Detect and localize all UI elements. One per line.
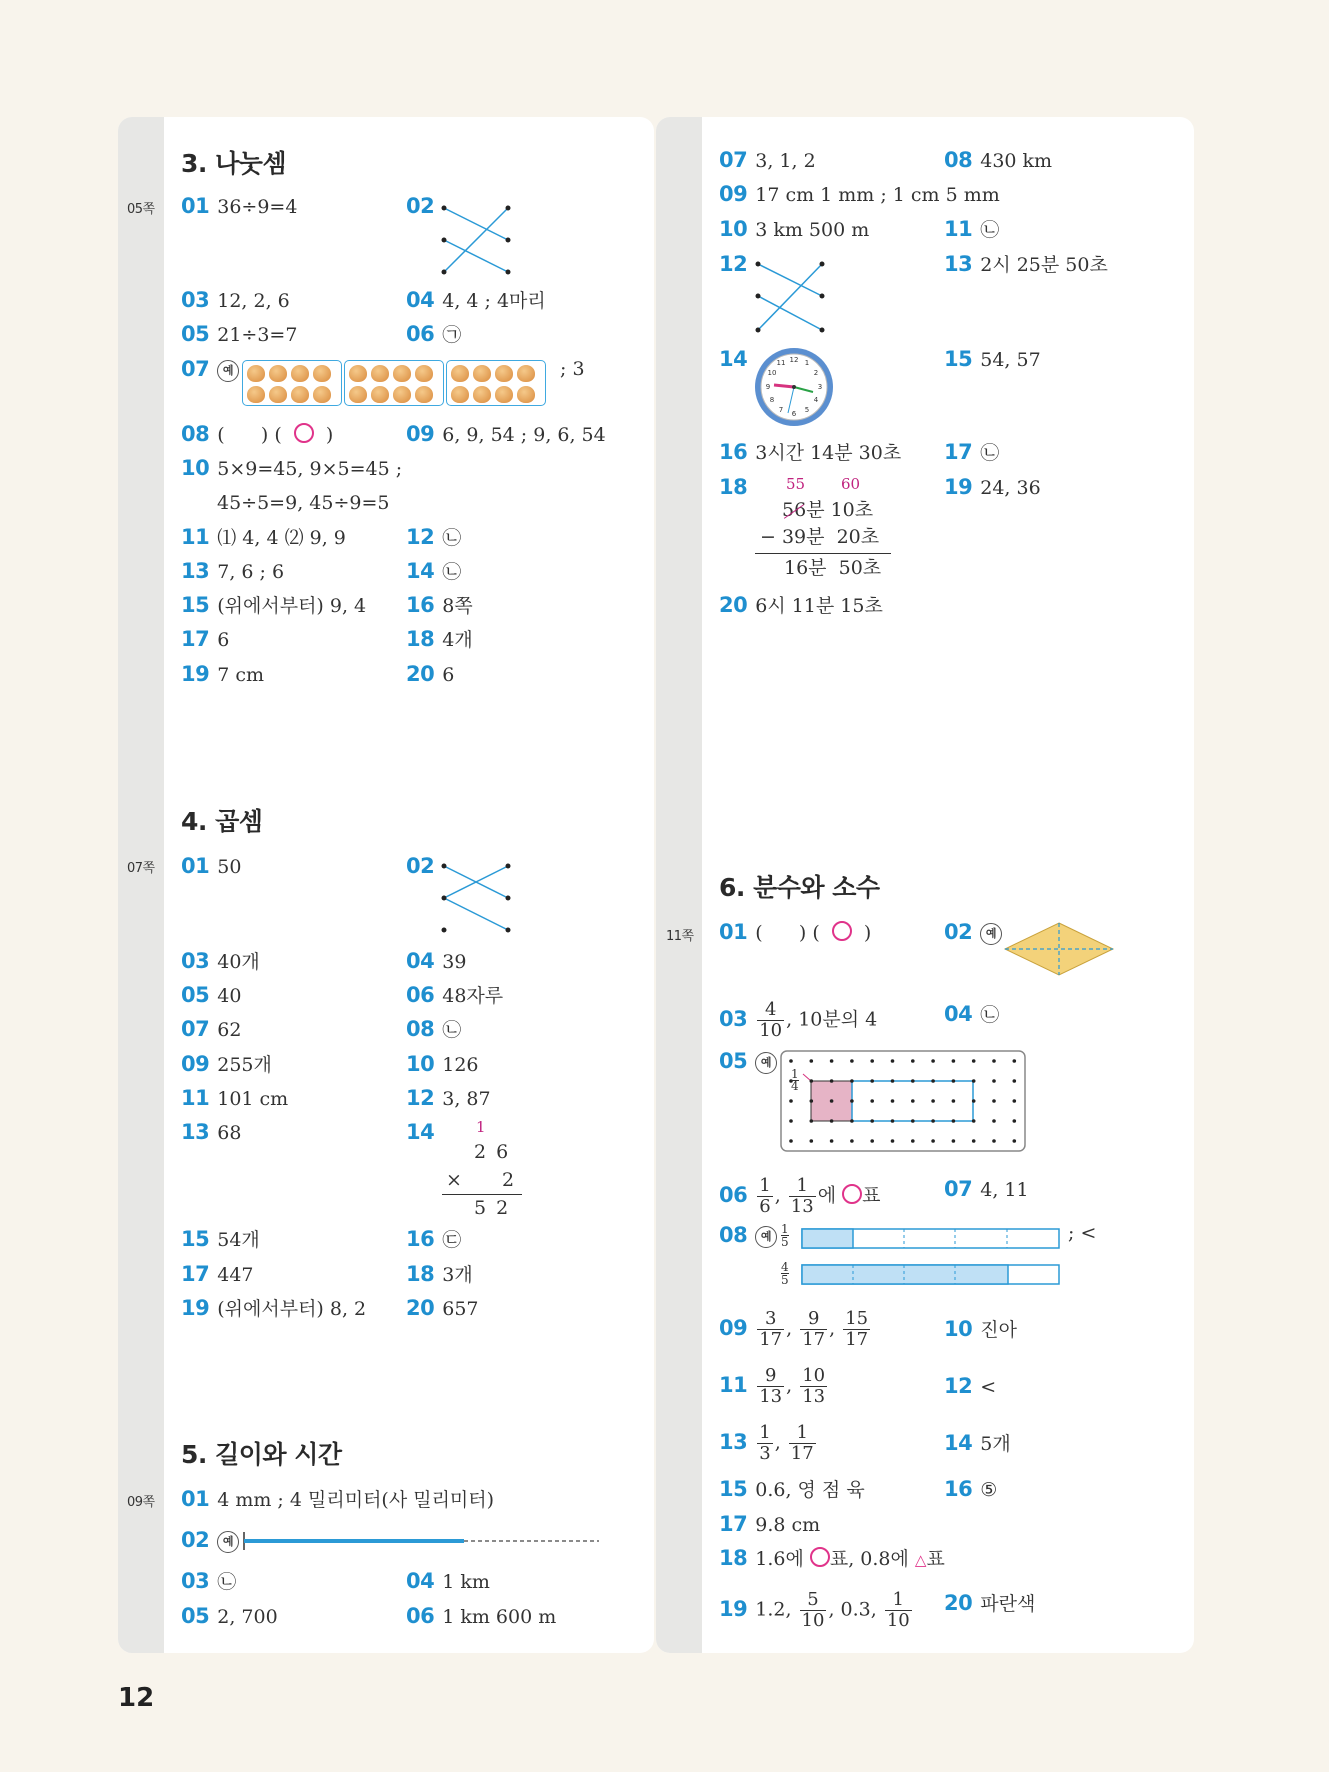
multiplicand: 2 6	[474, 1141, 511, 1163]
answer-5-10: 10 3 km 500 m	[719, 217, 870, 241]
grid-dot	[931, 1079, 935, 1083]
grid-dot	[810, 1119, 814, 1123]
answer-4-10: 10 126	[406, 1052, 479, 1076]
grid-dot	[830, 1119, 834, 1123]
answer-6-02: 02 예	[944, 919, 1006, 946]
answer-5-11: 11 ㉡	[944, 217, 1000, 241]
svg-text:7: 7	[778, 406, 784, 414]
answer-5-05: 05 2, 700	[181, 1604, 278, 1628]
borrow-55: 55	[786, 475, 806, 493]
grid-dot	[810, 1099, 814, 1103]
matching-lines-5-12	[752, 258, 828, 338]
svg-text:4: 4	[813, 396, 819, 404]
answer-3-08: 08 ( ) ( )	[181, 422, 334, 446]
borrow-60: 60	[841, 475, 861, 493]
clock-icon	[752, 345, 836, 429]
answer-5-08: 08 430 km	[944, 148, 1053, 172]
section-title-6: 6. 분수와 소수	[719, 873, 880, 902]
grid-dot	[952, 1079, 956, 1083]
product: 5 2	[474, 1197, 511, 1219]
answer-6-17: 17 9.8 cm	[719, 1512, 821, 1536]
answer-5-06: 06 1 km 600 m	[406, 1604, 557, 1628]
answer-5-13: 13 2시 25분 50초	[944, 252, 1108, 276]
answer-4-03: 03 40개	[181, 949, 260, 973]
answer-6-04: 04 ㉡	[944, 1002, 1000, 1026]
grid-dot	[992, 1119, 996, 1123]
answer-6-15: 15 0.6, 영 점 육	[719, 1477, 865, 1501]
grid-dot	[952, 1119, 956, 1123]
answer-3-05: 05 21÷3=7	[181, 322, 298, 346]
answer-5-04: 04 1 km	[406, 1569, 490, 1593]
grid-dot	[952, 1099, 956, 1103]
grid-dot	[911, 1139, 915, 1143]
grid-dot	[952, 1059, 956, 1063]
fraction-label-1-5: 1 5	[781, 1222, 789, 1249]
answer-4-01: 01 50	[181, 854, 242, 878]
answer-6-14: 14 5개	[944, 1431, 1011, 1455]
grid-dot	[992, 1059, 996, 1063]
answer-4-18: 18 3개	[406, 1262, 473, 1286]
answer-3-18: 18 4개	[406, 627, 473, 651]
grid-dot	[830, 1079, 834, 1083]
grid-dot	[992, 1099, 996, 1103]
answer-5-15: 15 54, 57	[944, 347, 1041, 371]
grid-dot	[911, 1119, 915, 1123]
grid-dot	[911, 1099, 915, 1103]
answer-4-17: 17 447	[181, 1262, 254, 1286]
grid-dot	[850, 1119, 854, 1123]
answer-3-13: 13 7, 6 ; 6	[181, 559, 285, 583]
matching-lines-3-02	[438, 200, 514, 280]
answer-4-14: 14	[406, 1120, 435, 1144]
grid-dot	[789, 1119, 793, 1123]
answer-3-06: 06 ㉠	[406, 322, 462, 346]
circle-mark	[294, 423, 314, 443]
grid-dot	[789, 1099, 793, 1103]
page-ref-11: 11쪽	[666, 929, 694, 944]
minuend: 56 분 10초	[782, 499, 874, 521]
svg-text:3: 3	[817, 383, 823, 391]
grid-dot	[810, 1079, 814, 1083]
nut-groups	[242, 360, 548, 406]
answer-4-05: 05 40	[181, 983, 242, 1007]
answer-5-03: 03 ㉡	[181, 1569, 237, 1593]
answer-6-06: 06 $\frac{1}{6}$ , $\frac{1}{13}$ 에 표	[719, 1175, 881, 1217]
answer-3-07-result: ; 3	[560, 358, 585, 380]
grid-dot	[891, 1139, 895, 1143]
left-gutter	[118, 117, 164, 1653]
section-title-3: 3. 나눗셈	[181, 149, 287, 178]
grid-dot	[1013, 1099, 1017, 1103]
answer-6-13: 13 $\frac{1}{3}$ , $\frac{1}{17}$	[719, 1422, 814, 1464]
grid-dot	[972, 1079, 976, 1083]
answer-4-04: 04 39	[406, 949, 467, 973]
circle-mark	[832, 921, 852, 941]
answer-6-08: 08 예	[719, 1222, 781, 1249]
grid-dot	[850, 1139, 854, 1143]
answer-6-16: 16 ⑤	[944, 1477, 998, 1501]
answer-4-12: 12 3, 87	[406, 1086, 491, 1110]
answer-3-09: 09 6, 9, 54 ; 9, 6, 54	[406, 422, 606, 446]
grid-dot	[1013, 1119, 1017, 1123]
answer-4-06: 06 48자루	[406, 983, 504, 1007]
answer-3-07: 07 예	[181, 356, 243, 383]
answer-3-11: 11 ⑴ 4, 4 ⑵ 9, 9	[181, 525, 346, 549]
right-gutter	[656, 117, 702, 1653]
answer-3-19: 19 7 cm	[181, 662, 265, 686]
multiplier: 2	[502, 1169, 515, 1191]
svg-text:8: 8	[769, 396, 775, 404]
answer-3-14: 14 ㉡	[406, 559, 462, 583]
grid-dot	[891, 1079, 895, 1083]
grid-dot	[789, 1059, 793, 1063]
answer-5-14: 14	[719, 347, 748, 371]
answer-3-02: 02	[406, 194, 435, 218]
rhombus-diagram	[1002, 920, 1116, 978]
grid-dot	[830, 1139, 834, 1143]
grid-dot	[931, 1119, 935, 1123]
answer-4-09: 09 255개	[181, 1052, 272, 1076]
grid-dot	[830, 1099, 834, 1103]
answer-5-09: 09 17 cm 1 mm ; 1 cm 5 mm	[719, 182, 1000, 206]
answer-6-10: 10 진아	[944, 1317, 1017, 1341]
grid-dot	[810, 1139, 814, 1143]
grid-dot	[972, 1119, 976, 1123]
grid-dot	[870, 1119, 874, 1123]
grid-dot	[1013, 1059, 1017, 1063]
grid-label: 1 4	[791, 1067, 799, 1093]
svg-text:9: 9	[765, 383, 771, 391]
nut-group	[446, 360, 546, 406]
answer-4-16: 16 ㉢	[406, 1227, 462, 1251]
matching-lines-4-02	[438, 858, 514, 938]
answer-6-19: 19 1.2, $\frac{5}{10}$ , 0.3, $\frac{1}{10}$	[719, 1589, 910, 1631]
fraction-bars	[801, 1227, 1063, 1287]
answer-6-20: 20 파란색	[944, 1591, 1036, 1615]
answer-5-17: 17 ㉡	[944, 440, 1000, 464]
nut-group	[344, 360, 444, 406]
grid-dot	[1013, 1079, 1017, 1083]
svg-text:11: 11	[776, 359, 786, 367]
answer-6-07: 07 4, 11	[944, 1177, 1029, 1201]
svg-text:10: 10	[767, 369, 777, 377]
answer-5-02: 02 예	[181, 1527, 243, 1554]
grid-dot	[870, 1059, 874, 1063]
page-ref-07: 07쪽	[127, 861, 155, 876]
answer-4-07: 07 62	[181, 1017, 242, 1041]
length-line	[242, 1530, 602, 1552]
grid-dot	[911, 1079, 915, 1083]
dot-grid-diagram	[780, 1050, 1026, 1152]
grid-dot	[850, 1099, 854, 1103]
circle-mark	[810, 1547, 830, 1567]
answer-4-08: 08 ㉡	[406, 1017, 462, 1041]
grid-dot	[931, 1059, 935, 1063]
answer-3-15: 15 (위에서부터) 9, 4	[181, 593, 367, 617]
grid-dot	[931, 1139, 935, 1143]
subtrahend: − 39분 20초	[760, 526, 880, 548]
answer-5-18: 18	[719, 475, 748, 499]
answer-5-19: 19 24, 36	[944, 475, 1041, 499]
answer-3-03: 03 12, 2, 6	[181, 288, 290, 312]
answer-6-18: 18 1.6에 표, 0.8에 △표	[719, 1546, 945, 1570]
answer-4-15: 15 54개	[181, 1227, 260, 1251]
answer-5-07: 07 3, 1, 2	[719, 148, 816, 172]
answer-6-01: 01 ( ) ( )	[719, 920, 872, 944]
grid-dot	[850, 1079, 854, 1083]
answer-5-20: 20 6시 11분 15초	[719, 593, 883, 617]
svg-text:2: 2	[813, 369, 819, 377]
grid-dot	[972, 1139, 976, 1143]
carry-digit: 1	[476, 1118, 486, 1136]
answer-3-01: 01 36÷9=4	[181, 194, 298, 218]
grid-dot	[810, 1059, 814, 1063]
grid-dot	[972, 1099, 976, 1103]
grid-dot	[891, 1119, 895, 1123]
times-sign: ×	[446, 1169, 462, 1191]
answer-5-01: 01 4 mm ; 4 밀리미터(사 밀리미터)	[181, 1487, 495, 1511]
section-title-4: 4. 곱셈	[181, 807, 263, 836]
answer-6-08-result: ; <	[1068, 1222, 1097, 1244]
nut-group	[242, 360, 342, 406]
difference: 16분 50초	[784, 557, 882, 579]
answer-4-19: 19 (위에서부터) 8, 2	[181, 1296, 367, 1320]
fraction-label-4-5: 4 5	[781, 1260, 789, 1287]
answer-4-02: 02	[406, 854, 435, 878]
struck-56: 56	[782, 499, 807, 521]
answer-3-04: 04 4, 4 ; 4마리	[406, 288, 546, 312]
grid-dot	[870, 1139, 874, 1143]
answer-6-12: 12 <	[944, 1374, 997, 1398]
svg-text:12: 12	[789, 356, 799, 364]
answer-3-10: 10 5×9=45, 9×5=45 ;	[181, 456, 403, 480]
svg-text:1: 1	[804, 359, 810, 367]
grid-dot	[1013, 1139, 1017, 1143]
grid-dot	[972, 1059, 976, 1063]
answer-4-11: 11 101 cm	[181, 1086, 289, 1110]
grid-dot	[931, 1099, 935, 1103]
answer-3-17: 17 6	[181, 627, 230, 651]
grid-dot	[789, 1139, 793, 1143]
answer-5-16: 16 3시간 14분 30초	[719, 440, 902, 464]
answer-6-05: 05 예	[719, 1048, 781, 1075]
grid-dot	[870, 1099, 874, 1103]
answer-3-20: 20 6	[406, 662, 455, 686]
page-ref-09: 09쪽	[127, 1495, 155, 1510]
grid-dot	[911, 1059, 915, 1063]
answer-3-12: 12 ㉡	[406, 525, 462, 549]
grid-dot	[992, 1139, 996, 1143]
svg-text:6: 6	[791, 410, 797, 418]
grid-dot	[891, 1099, 895, 1103]
page-number: 12	[118, 1683, 155, 1713]
answer-6-03: 03 $\frac{4}{10}$ , 10분의 4	[719, 999, 878, 1041]
grid-dot	[952, 1139, 956, 1143]
circle-mark	[842, 1184, 862, 1204]
grid-dot	[830, 1059, 834, 1063]
answer-3-16: 16 8쪽	[406, 593, 473, 617]
answer-4-20: 20 657	[406, 1296, 479, 1320]
answer-3-10-line2: 45÷5=9, 45÷9=5	[217, 492, 390, 514]
grid-dot	[850, 1059, 854, 1063]
svg-text:5: 5	[804, 406, 810, 414]
calc-rule	[755, 553, 891, 554]
answer-4-13: 13 68	[181, 1120, 242, 1144]
grid-dot	[870, 1079, 874, 1083]
answer-5-12: 12	[719, 252, 748, 276]
answer-6-09: 09 $\frac{3}{17}$ , $\frac{9}{17}$ , $\frac{15}{17}$	[719, 1308, 869, 1350]
section-title-5: 5. 길이와 시간	[181, 1440, 342, 1469]
page-ref-05: 05쪽	[127, 202, 155, 217]
grid-dot	[992, 1079, 996, 1083]
answer-6-11: 11 $\frac{9}{13}$ , $\frac{10}{13}$	[719, 1365, 826, 1407]
grid-dot	[891, 1059, 895, 1063]
